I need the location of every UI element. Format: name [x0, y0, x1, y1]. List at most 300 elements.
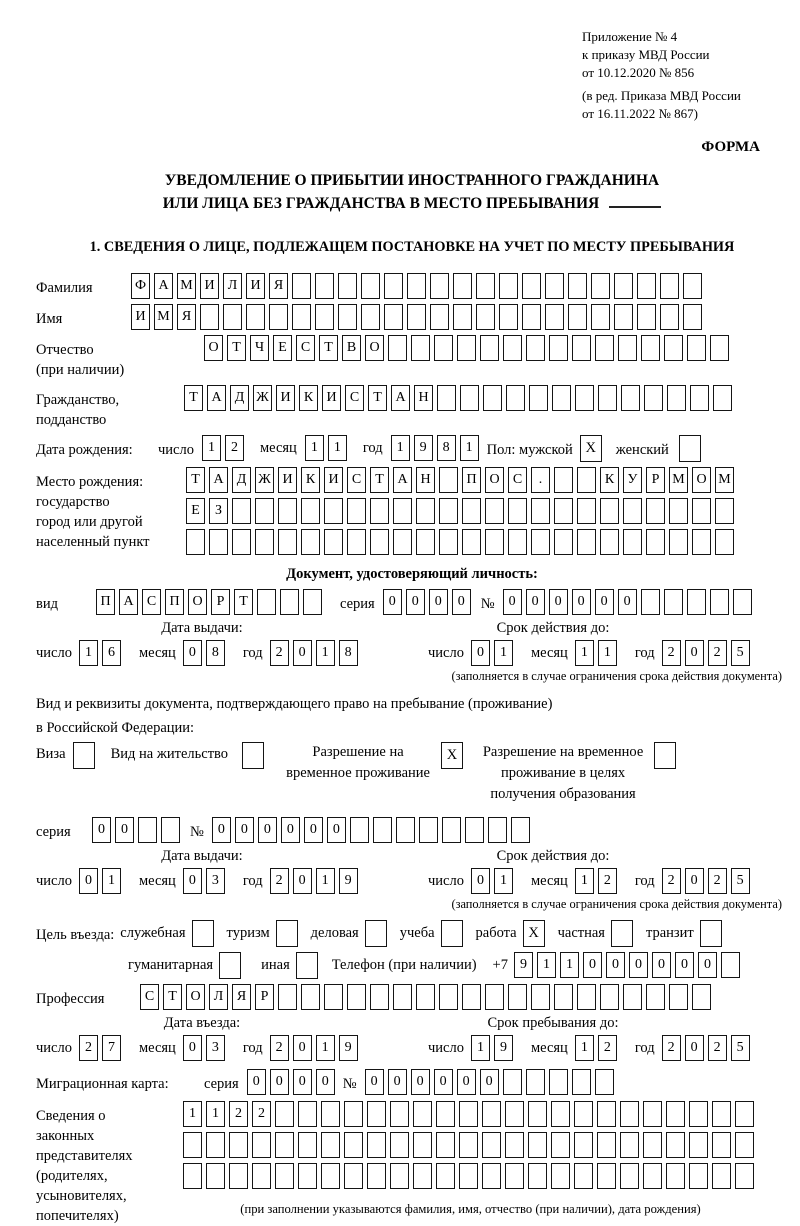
char-cell[interactable] [689, 1101, 708, 1127]
char-cell[interactable] [367, 1132, 386, 1158]
char-cell[interactable] [574, 1132, 593, 1158]
char-cell[interactable] [683, 304, 702, 330]
char-cell[interactable]: 8 [437, 435, 456, 461]
char-cell[interactable] [269, 304, 288, 330]
char-cell[interactable] [549, 335, 568, 361]
purpose-official-checkbox[interactable] [192, 920, 214, 947]
char-cell[interactable]: 1 [575, 640, 594, 666]
char-cell[interactable]: 0 [293, 1069, 312, 1095]
char-cell[interactable]: Л [223, 273, 242, 299]
char-cell[interactable] [614, 273, 633, 299]
char-cell[interactable]: 1 [598, 640, 617, 666]
char-cell[interactable] [554, 498, 573, 524]
char-cell[interactable] [715, 529, 734, 555]
char-cell[interactable] [350, 817, 369, 843]
char-cell[interactable] [298, 1132, 317, 1158]
char-cell[interactable] [488, 817, 507, 843]
char-cell[interactable] [390, 1132, 409, 1158]
char-cell[interactable]: И [278, 467, 297, 493]
char-cell[interactable]: С [140, 984, 159, 1010]
char-cell[interactable] [600, 498, 619, 524]
char-cell[interactable] [531, 984, 550, 1010]
char-cell[interactable]: Т [319, 335, 338, 361]
char-cell[interactable]: 8 [206, 640, 225, 666]
purpose-business-checkbox[interactable] [365, 920, 387, 947]
char-cell[interactable] [554, 467, 573, 493]
char-cell[interactable] [275, 1132, 294, 1158]
char-cell[interactable] [459, 1132, 478, 1158]
char-cell[interactable]: 2 [270, 1035, 289, 1061]
char-cell[interactable] [388, 335, 407, 361]
char-cell[interactable] [321, 1101, 340, 1127]
purpose-humanitarian-checkbox[interactable] [219, 952, 241, 979]
char-cell[interactable]: О [692, 467, 711, 493]
char-cell[interactable] [597, 1101, 616, 1127]
char-cell[interactable] [689, 1163, 708, 1189]
char-cell[interactable] [735, 1101, 754, 1127]
char-cell[interactable] [522, 273, 541, 299]
purpose-transit-checkbox[interactable] [700, 920, 722, 947]
residence-permit-checkbox[interactable] [242, 742, 264, 769]
char-cell[interactable]: 0 [606, 952, 625, 978]
char-cell[interactable]: З [209, 498, 228, 524]
char-cell[interactable] [396, 817, 415, 843]
char-cell[interactable] [621, 385, 640, 411]
char-cell[interactable]: 7 [102, 1035, 121, 1061]
char-cell[interactable] [733, 589, 752, 615]
char-cell[interactable] [393, 984, 412, 1010]
char-cell[interactable]: 0 [293, 868, 312, 894]
char-cell[interactable]: О [365, 335, 384, 361]
char-cell[interactable]: 0 [685, 868, 704, 894]
char-cell[interactable] [462, 529, 481, 555]
char-cell[interactable] [416, 529, 435, 555]
char-cell[interactable]: 9 [494, 1035, 513, 1061]
char-cell[interactable]: И [322, 385, 341, 411]
char-cell[interactable] [483, 385, 502, 411]
char-cell[interactable]: 1 [202, 435, 221, 461]
char-cell[interactable]: 0 [247, 1069, 266, 1095]
char-cell[interactable] [275, 1163, 294, 1189]
char-cell[interactable] [298, 1101, 317, 1127]
char-cell[interactable]: 2 [598, 1035, 617, 1061]
char-cell[interactable] [373, 817, 392, 843]
char-cell[interactable] [646, 984, 665, 1010]
char-cell[interactable]: 0 [572, 589, 591, 615]
char-cell[interactable]: 3 [206, 1035, 225, 1061]
char-cell[interactable]: 0 [549, 589, 568, 615]
char-cell[interactable] [465, 817, 484, 843]
char-cell[interactable] [393, 529, 412, 555]
char-cell[interactable] [669, 529, 688, 555]
char-cell[interactable]: 0 [434, 1069, 453, 1095]
char-cell[interactable] [623, 498, 642, 524]
char-cell[interactable] [551, 1163, 570, 1189]
char-cell[interactable]: С [296, 335, 315, 361]
char-cell[interactable] [252, 1132, 271, 1158]
char-cell[interactable]: 9 [514, 952, 533, 978]
char-cell[interactable]: 0 [503, 589, 522, 615]
char-cell[interactable]: 1 [575, 868, 594, 894]
char-cell[interactable] [462, 984, 481, 1010]
char-cell[interactable] [347, 529, 366, 555]
char-cell[interactable] [643, 1163, 662, 1189]
char-cell[interactable] [637, 273, 656, 299]
char-cell[interactable]: И [246, 273, 265, 299]
purpose-tourism-checkbox[interactable] [276, 920, 298, 947]
char-cell[interactable]: Ч [250, 335, 269, 361]
char-cell[interactable]: Т [370, 467, 389, 493]
char-cell[interactable] [508, 498, 527, 524]
char-cell[interactable] [552, 385, 571, 411]
char-cell[interactable]: 0 [685, 1035, 704, 1061]
char-cell[interactable] [476, 304, 495, 330]
char-cell[interactable] [687, 335, 706, 361]
char-cell[interactable]: М [669, 467, 688, 493]
char-cell[interactable] [229, 1132, 248, 1158]
char-cell[interactable] [301, 498, 320, 524]
char-cell[interactable]: С [142, 589, 161, 615]
char-cell[interactable] [338, 304, 357, 330]
char-cell[interactable] [367, 1163, 386, 1189]
char-cell[interactable] [413, 1163, 432, 1189]
char-cell[interactable]: У [623, 467, 642, 493]
char-cell[interactable] [666, 1132, 685, 1158]
char-cell[interactable] [278, 498, 297, 524]
char-cell[interactable] [138, 817, 157, 843]
char-cell[interactable]: 9 [339, 1035, 358, 1061]
char-cell[interactable] [528, 1132, 547, 1158]
char-cell[interactable]: 0 [652, 952, 671, 978]
char-cell[interactable] [689, 1132, 708, 1158]
char-cell[interactable]: 2 [229, 1101, 248, 1127]
char-cell[interactable] [416, 984, 435, 1010]
char-cell[interactable] [413, 1132, 432, 1158]
char-cell[interactable] [278, 984, 297, 1010]
char-cell[interactable] [554, 529, 573, 555]
char-cell[interactable]: 0 [457, 1069, 476, 1095]
char-cell[interactable]: 0 [629, 952, 648, 978]
char-cell[interactable]: 5 [731, 868, 750, 894]
char-cell[interactable] [572, 1069, 591, 1095]
char-cell[interactable] [315, 304, 334, 330]
char-cell[interactable] [522, 304, 541, 330]
char-cell[interactable] [574, 1101, 593, 1127]
char-cell[interactable] [690, 385, 709, 411]
char-cell[interactable] [623, 529, 642, 555]
char-cell[interactable]: 0 [618, 589, 637, 615]
char-cell[interactable] [229, 1163, 248, 1189]
char-cell[interactable] [526, 1069, 545, 1095]
char-cell[interactable] [407, 304, 426, 330]
char-cell[interactable] [721, 952, 740, 978]
char-cell[interactable] [298, 1163, 317, 1189]
char-cell[interactable]: 1 [575, 1035, 594, 1061]
char-cell[interactable]: 0 [212, 817, 231, 843]
char-cell[interactable] [666, 1163, 685, 1189]
char-cell[interactable] [482, 1101, 501, 1127]
char-cell[interactable] [303, 589, 322, 615]
char-cell[interactable] [324, 498, 343, 524]
char-cell[interactable] [485, 529, 504, 555]
char-cell[interactable] [660, 273, 679, 299]
char-cell[interactable] [620, 1101, 639, 1127]
char-cell[interactable]: 0 [675, 952, 694, 978]
char-cell[interactable] [712, 1101, 731, 1127]
char-cell[interactable]: Я [177, 304, 196, 330]
char-cell[interactable] [735, 1132, 754, 1158]
char-cell[interactable] [344, 1101, 363, 1127]
char-cell[interactable]: 1 [537, 952, 556, 978]
char-cell[interactable] [710, 589, 729, 615]
char-cell[interactable]: О [204, 335, 223, 361]
char-cell[interactable]: 0 [293, 640, 312, 666]
char-cell[interactable]: Я [232, 984, 251, 1010]
char-cell[interactable]: 9 [414, 435, 433, 461]
char-cell[interactable]: 5 [731, 1035, 750, 1061]
char-cell[interactable] [183, 1132, 202, 1158]
char-cell[interactable] [713, 385, 732, 411]
char-cell[interactable]: 0 [411, 1069, 430, 1095]
char-cell[interactable] [390, 1163, 409, 1189]
char-cell[interactable]: 1 [206, 1101, 225, 1127]
char-cell[interactable]: Д [232, 467, 251, 493]
char-cell[interactable]: Т [163, 984, 182, 1010]
char-cell[interactable] [549, 1069, 568, 1095]
char-cell[interactable] [453, 304, 472, 330]
char-cell[interactable] [430, 273, 449, 299]
char-cell[interactable] [460, 385, 479, 411]
char-cell[interactable] [531, 498, 550, 524]
char-cell[interactable] [232, 529, 251, 555]
char-cell[interactable] [232, 498, 251, 524]
char-cell[interactable]: А [154, 273, 173, 299]
char-cell[interactable] [595, 335, 614, 361]
char-cell[interactable] [439, 984, 458, 1010]
char-cell[interactable]: М [154, 304, 173, 330]
char-cell[interactable] [600, 529, 619, 555]
char-cell[interactable] [531, 529, 550, 555]
char-cell[interactable] [643, 1132, 662, 1158]
purpose-study-checkbox[interactable] [441, 920, 463, 947]
char-cell[interactable]: И [200, 273, 219, 299]
char-cell[interactable] [600, 984, 619, 1010]
char-cell[interactable]: 0 [115, 817, 134, 843]
char-cell[interactable]: М [177, 273, 196, 299]
char-cell[interactable]: 0 [595, 589, 614, 615]
char-cell[interactable]: . [531, 467, 550, 493]
char-cell[interactable] [623, 984, 642, 1010]
char-cell[interactable] [503, 1069, 522, 1095]
char-cell[interactable] [482, 1163, 501, 1189]
char-cell[interactable] [692, 529, 711, 555]
char-cell[interactable] [407, 273, 426, 299]
char-cell[interactable] [735, 1163, 754, 1189]
char-cell[interactable]: С [347, 467, 366, 493]
char-cell[interactable] [324, 984, 343, 1010]
char-cell[interactable]: А [391, 385, 410, 411]
char-cell[interactable]: О [188, 589, 207, 615]
char-cell[interactable]: Р [211, 589, 230, 615]
char-cell[interactable]: К [299, 385, 318, 411]
char-cell[interactable] [246, 304, 265, 330]
char-cell[interactable]: 2 [598, 868, 617, 894]
char-cell[interactable]: 0 [183, 868, 202, 894]
char-cell[interactable]: К [301, 467, 320, 493]
char-cell[interactable]: 1 [316, 868, 335, 894]
char-cell[interactable] [280, 589, 299, 615]
char-cell[interactable] [480, 335, 499, 361]
char-cell[interactable]: 8 [339, 640, 358, 666]
char-cell[interactable] [574, 1163, 593, 1189]
char-cell[interactable]: Ф [131, 273, 150, 299]
char-cell[interactable]: 0 [235, 817, 254, 843]
char-cell[interactable] [370, 529, 389, 555]
char-cell[interactable] [301, 984, 320, 1010]
char-cell[interactable] [411, 335, 430, 361]
char-cell[interactable] [485, 498, 504, 524]
char-cell[interactable] [419, 817, 438, 843]
char-cell[interactable] [292, 273, 311, 299]
char-cell[interactable]: И [131, 304, 150, 330]
char-cell[interactable]: 1 [305, 435, 324, 461]
char-cell[interactable]: 0 [365, 1069, 384, 1095]
char-cell[interactable] [434, 335, 453, 361]
char-cell[interactable]: 1 [183, 1101, 202, 1127]
char-cell[interactable] [252, 1163, 271, 1189]
char-cell[interactable] [347, 984, 366, 1010]
char-cell[interactable]: Т [227, 335, 246, 361]
char-cell[interactable]: 1 [328, 435, 347, 461]
char-cell[interactable]: Т [184, 385, 203, 411]
purpose-private-checkbox[interactable] [611, 920, 633, 947]
char-cell[interactable] [545, 304, 564, 330]
char-cell[interactable] [209, 529, 228, 555]
char-cell[interactable] [669, 984, 688, 1010]
char-cell[interactable] [551, 1132, 570, 1158]
char-cell[interactable] [321, 1132, 340, 1158]
char-cell[interactable] [712, 1163, 731, 1189]
char-cell[interactable]: Ж [253, 385, 272, 411]
char-cell[interactable] [393, 498, 412, 524]
temp-residence-edu-checkbox[interactable] [654, 742, 676, 769]
char-cell[interactable]: 5 [731, 640, 750, 666]
char-cell[interactable] [416, 498, 435, 524]
char-cell[interactable] [482, 1132, 501, 1158]
char-cell[interactable]: Е [186, 498, 205, 524]
char-cell[interactable]: 0 [304, 817, 323, 843]
char-cell[interactable] [710, 335, 729, 361]
char-cell[interactable]: 0 [406, 589, 425, 615]
char-cell[interactable] [597, 1132, 616, 1158]
char-cell[interactable] [161, 817, 180, 843]
char-cell[interactable]: 0 [452, 589, 471, 615]
char-cell[interactable] [437, 385, 456, 411]
char-cell[interactable]: Н [416, 467, 435, 493]
char-cell[interactable] [370, 984, 389, 1010]
temp-residence-checkbox[interactable]: X [441, 742, 463, 769]
char-cell[interactable] [370, 498, 389, 524]
char-cell[interactable]: 2 [708, 1035, 727, 1061]
char-cell[interactable]: 0 [258, 817, 277, 843]
char-cell[interactable] [577, 984, 596, 1010]
char-cell[interactable] [255, 498, 274, 524]
char-cell[interactable] [344, 1163, 363, 1189]
char-cell[interactable] [554, 984, 573, 1010]
char-cell[interactable] [503, 335, 522, 361]
char-cell[interactable]: 0 [327, 817, 346, 843]
char-cell[interactable] [439, 467, 458, 493]
char-cell[interactable]: Я [269, 273, 288, 299]
char-cell[interactable]: П [165, 589, 184, 615]
char-cell[interactable] [508, 984, 527, 1010]
char-cell[interactable]: Л [209, 984, 228, 1010]
char-cell[interactable] [664, 335, 683, 361]
char-cell[interactable]: С [345, 385, 364, 411]
char-cell[interactable]: 2 [662, 1035, 681, 1061]
char-cell[interactable] [436, 1163, 455, 1189]
char-cell[interactable]: П [96, 589, 115, 615]
char-cell[interactable] [646, 498, 665, 524]
char-cell[interactable]: 0 [183, 640, 202, 666]
char-cell[interactable]: 0 [92, 817, 111, 843]
char-cell[interactable] [255, 529, 274, 555]
char-cell[interactable]: 0 [281, 817, 300, 843]
char-cell[interactable] [278, 529, 297, 555]
char-cell[interactable]: 1 [316, 640, 335, 666]
sex-male-checkbox[interactable]: X [580, 435, 602, 462]
char-cell[interactable]: 2 [270, 640, 289, 666]
char-cell[interactable]: 0 [79, 868, 98, 894]
char-cell[interactable] [344, 1132, 363, 1158]
char-cell[interactable]: 0 [698, 952, 717, 978]
char-cell[interactable]: О [485, 467, 504, 493]
char-cell[interactable] [186, 529, 205, 555]
char-cell[interactable]: 0 [480, 1069, 499, 1095]
char-cell[interactable] [526, 335, 545, 361]
char-cell[interactable] [528, 1163, 547, 1189]
char-cell[interactable] [597, 1163, 616, 1189]
char-cell[interactable] [338, 273, 357, 299]
char-cell[interactable] [292, 304, 311, 330]
char-cell[interactable] [459, 1163, 478, 1189]
char-cell[interactable]: И [276, 385, 295, 411]
char-cell[interactable]: К [600, 467, 619, 493]
char-cell[interactable] [439, 498, 458, 524]
visa-checkbox[interactable] [73, 742, 95, 769]
char-cell[interactable] [528, 1101, 547, 1127]
char-cell[interactable] [511, 817, 530, 843]
char-cell[interactable] [575, 385, 594, 411]
char-cell[interactable] [442, 817, 461, 843]
char-cell[interactable] [644, 385, 663, 411]
char-cell[interactable] [591, 273, 610, 299]
char-cell[interactable] [390, 1101, 409, 1127]
char-cell[interactable] [572, 335, 591, 361]
char-cell[interactable]: 9 [339, 868, 358, 894]
char-cell[interactable] [453, 273, 472, 299]
char-cell[interactable]: И [324, 467, 343, 493]
char-cell[interactable] [667, 385, 686, 411]
char-cell[interactable]: 2 [708, 640, 727, 666]
char-cell[interactable] [321, 1163, 340, 1189]
char-cell[interactable] [439, 529, 458, 555]
char-cell[interactable] [637, 304, 656, 330]
char-cell[interactable] [692, 498, 711, 524]
char-cell[interactable]: 0 [270, 1069, 289, 1095]
char-cell[interactable]: 1 [494, 868, 513, 894]
char-cell[interactable] [577, 498, 596, 524]
